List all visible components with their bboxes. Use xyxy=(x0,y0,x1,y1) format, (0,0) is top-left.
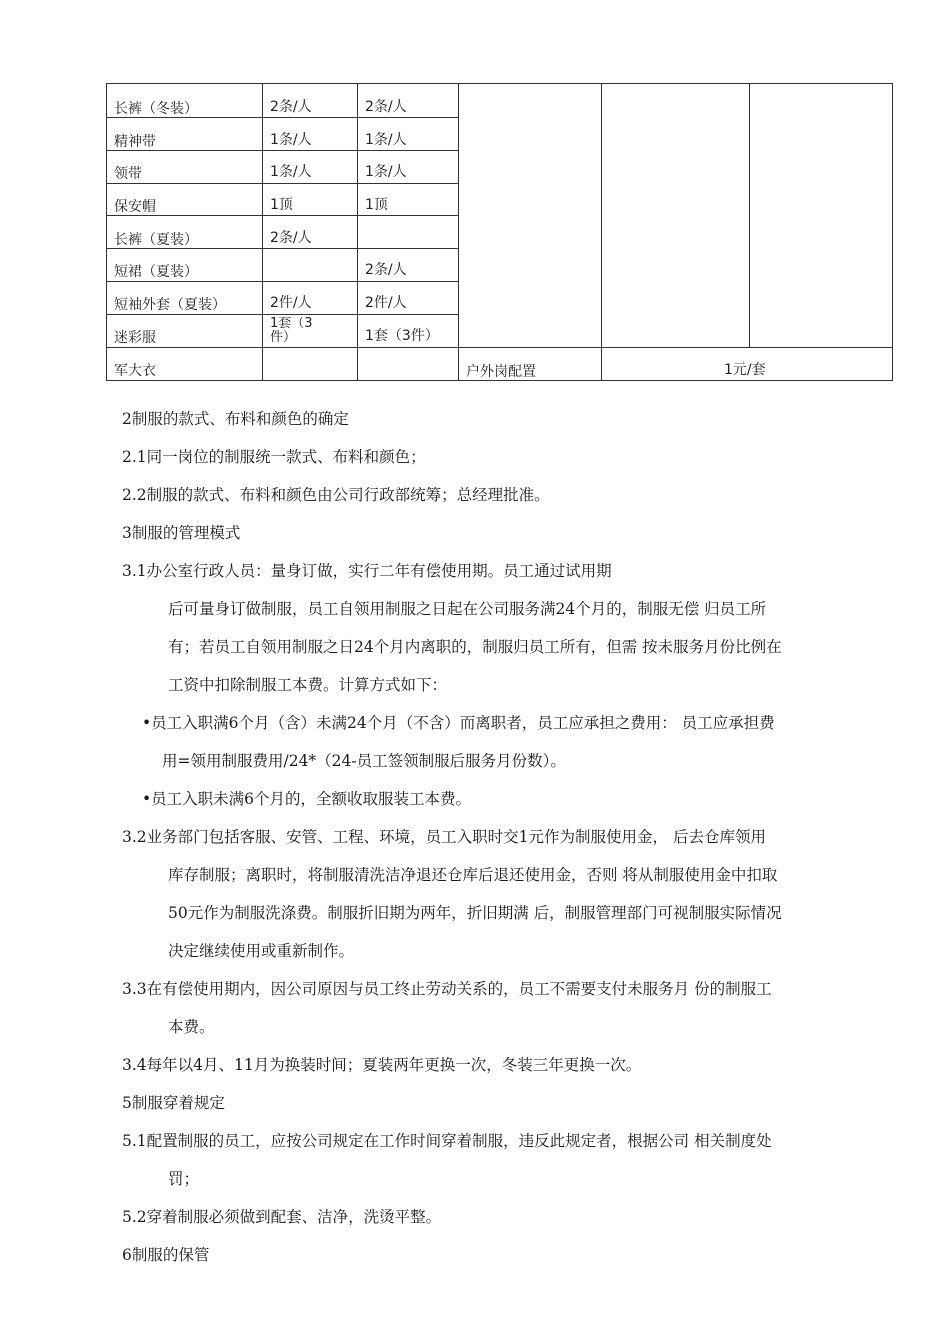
paragraph: 5.1配置制服的员工，应按公司规定在工作时间穿着制服，违反此规定者，根据公司 相关制度处 xyxy=(122,1132,772,1150)
paragraph: 3.4每年以4月、11月为换装时间；夏装两年更换一次，冬装三年更换一次。 xyxy=(122,1056,642,1074)
paragraph: 3.2业务部门包括客服、安管、工程、环境，员工入职时交1元作为制服使用金， 后去仓库领用 xyxy=(122,828,766,846)
paragraph: 2.2制服的款式、布料和颜色由公司行政部统筹；总经理批准。 xyxy=(122,486,550,504)
paragraph: 2.1同一岗位的制服统一款式、布料和颜色； xyxy=(122,448,426,466)
table-cell-item: 短袖外套（夏装） xyxy=(114,297,226,313)
table-cell-standard: 2条/人 xyxy=(365,99,407,115)
paragraph-continuation: 本费。 xyxy=(168,1018,215,1036)
table-cell-item: 迷彩服 xyxy=(114,330,156,346)
bullet-item: •员工入职满6个月（含）未满24个月（不含）而离职者，员工应承担之费用： 员工应承担费 xyxy=(142,714,775,732)
table-cell-standard: 2条/人 xyxy=(365,262,407,278)
table-cell-item: 短裙（夏装） xyxy=(114,264,198,280)
table-cell-standard: 1条/人 xyxy=(270,132,312,148)
table-cell-standard: 1套（3件） xyxy=(270,317,313,345)
paragraph-continuation: 有；若员工自领用制服之日24个月内离职的，制服归员工所有，但需 按未服务月份比例在 xyxy=(168,638,782,656)
table-cell-item: 领带 xyxy=(114,166,142,182)
table-cell-standard: 1条/人 xyxy=(270,164,312,180)
bullet-continuation: 用=领用制服费用/24*（24-员工签领制服后服务月份数）。 xyxy=(162,752,566,770)
bullet-item: •员工入职未满6个月的，全额收取服装工本费。 xyxy=(142,790,472,808)
table-cell-standard: 2件/人 xyxy=(270,295,312,311)
paragraph-continuation: 罚； xyxy=(168,1170,200,1188)
uniform-allocation-table xyxy=(0,0,950,400)
paragraph: 3.1办公室行政人员：量身订做，实行二年有偿使用期。员工通过试用期 xyxy=(122,562,612,580)
table-cell-standard: 1条/人 xyxy=(365,132,407,148)
paragraph: 5.2穿着制服必须做到配套、洁净，洗烫平整。 xyxy=(122,1208,442,1226)
outdoor-post-price: 1元/套 xyxy=(724,362,766,378)
table-cell-item: 军大衣 xyxy=(114,363,156,379)
table-cell-item: 长裤（冬装） xyxy=(114,101,198,117)
paragraph-continuation: 工资中扣除制服工本费。计算方式如下： xyxy=(168,676,448,694)
outdoor-post-label: 户外岗配置 xyxy=(466,364,536,380)
table-cell-standard: 1条/人 xyxy=(365,164,407,180)
table-cell-standard: 2条/人 xyxy=(270,99,312,115)
paragraph-continuation: 后可量身订做制服，员工自领用制服之日起在公司服务满24个月的，制服无偿 归员工所 xyxy=(168,600,767,618)
paragraph-continuation: 决定继续使用或重新制作。 xyxy=(168,942,355,960)
table-cell-standard: 2件/人 xyxy=(365,295,407,311)
section-heading: 6制服的保管 xyxy=(122,1246,210,1264)
table-cell-standard: 2条/人 xyxy=(270,230,312,246)
table-cell-standard: 1套（3件） xyxy=(365,328,439,344)
section-heading: 2制服的款式、布料和颜色的确定 xyxy=(122,410,349,428)
table-cell-standard: 1顶 xyxy=(270,197,293,213)
table-cell-item: 长裤（夏装） xyxy=(114,232,198,248)
table-cell-item: 保安帽 xyxy=(114,199,156,215)
paragraph-continuation: 50元作为制服洗涤费。制服折旧期为两年，折旧期满 后，制服管理部门可视制服实际情况 xyxy=(168,904,782,922)
paragraph: 3.3在有偿使用期内，因公司原因与员工终止劳动关系的，员工不需要支付未服务月 份的制服工 xyxy=(122,980,772,998)
table-cell-standard: 1顶 xyxy=(365,197,388,213)
table-cell-item: 精神带 xyxy=(114,134,156,150)
paragraph-continuation: 库存制服；离职时，将制服清洗洁净退还仓库后退还使用金，否则 将从制服使用金中扣取 xyxy=(168,866,778,884)
section-heading: 3制服的管理模式 xyxy=(122,524,241,542)
section-heading: 5制服穿着规定 xyxy=(122,1094,225,1112)
